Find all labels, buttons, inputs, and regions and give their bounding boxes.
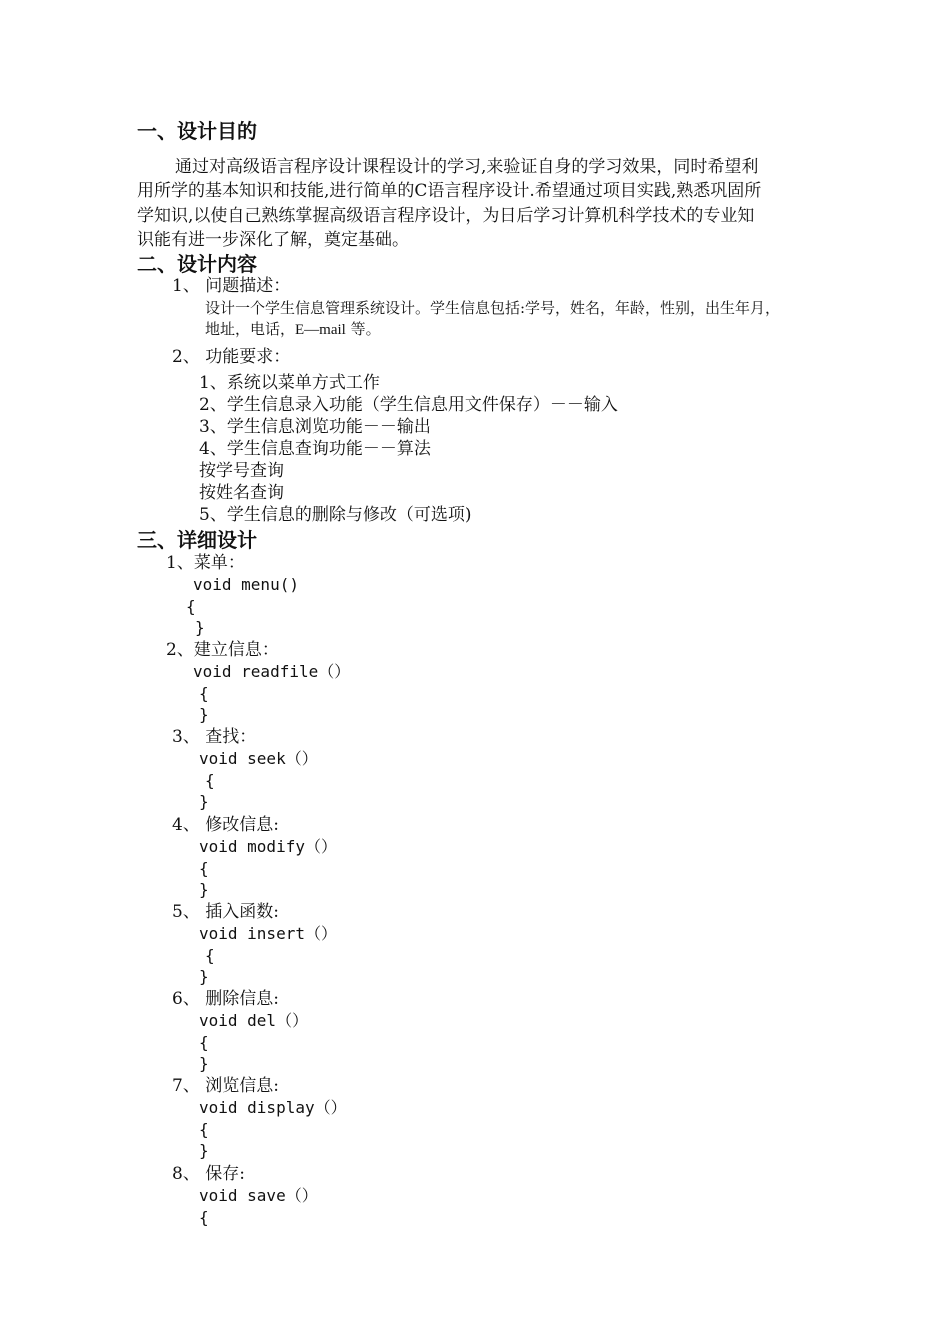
function-open-brace: {: [199, 1033, 209, 1052]
function-close-brace: }: [199, 792, 209, 811]
function-label: 1、菜单：: [166, 553, 245, 573]
requirement-item: 按姓名查询: [199, 483, 284, 503]
function-label: 4、 修改信息:: [172, 815, 279, 835]
section-1-title: 一、设计目的: [137, 119, 257, 143]
requirements-label: 2、 功能要求：: [172, 347, 291, 367]
function-close-brace: }: [199, 1141, 209, 1160]
function-open-brace: {: [205, 946, 215, 965]
requirement-item: 5、学生信息的删除与修改（可选项): [199, 505, 472, 525]
purpose-line-3: 学知识,以使自己熟练掌握高级语言程序设计，为日后学习计算机科学技术的专业知: [137, 206, 755, 226]
problem-text-line-2: 地址，电话，E—mail 等。: [205, 320, 381, 338]
purpose-line-4: 识能有进一步深化了解，奠定基础。: [137, 230, 409, 250]
section-2-title: 二、设计内容: [137, 252, 257, 276]
function-open-brace: {: [199, 859, 209, 878]
requirement-item: 1、系统以菜单方式工作: [199, 373, 380, 393]
function-label: 7、 浏览信息:: [172, 1076, 279, 1096]
function-open-brace: {: [186, 597, 196, 616]
function-signature: void seek（）: [199, 749, 318, 768]
function-close-brace: }: [199, 967, 209, 986]
function-signature: void display（）: [199, 1098, 347, 1117]
function-signature: void del（）: [199, 1011, 309, 1030]
function-label: 6、 删除信息:: [172, 989, 279, 1009]
problem-label: 1、 问题描述：: [172, 276, 291, 296]
purpose-line-1: 通过对高级语言程序设计课程设计的学习,来验证自身的学习效果，同时希望利: [175, 157, 759, 177]
requirement-item: 3、学生信息浏览功能－－输出: [199, 417, 431, 437]
function-signature: void readfile（）: [193, 662, 351, 681]
function-close-brace: }: [199, 705, 209, 724]
section-3-title: 三、详细设计: [137, 528, 257, 552]
function-signature: void menu(): [193, 575, 299, 594]
function-close-brace: }: [199, 1054, 209, 1073]
function-signature: void save（）: [199, 1186, 318, 1205]
function-label: 2、建立信息：: [166, 640, 279, 660]
function-label: 3、 查找：: [172, 727, 257, 747]
function-open-brace: {: [199, 1120, 209, 1139]
function-signature: void insert（）: [199, 924, 337, 943]
problem-text-line-1: 设计一个学生信息管理系统设计。学生信息包括:学号，姓名，年龄，性别，出生年月，: [205, 299, 781, 317]
requirement-item: 2、学生信息录入功能（学生信息用文件保存）－－输入: [199, 395, 618, 415]
function-signature: void modify（）: [199, 837, 337, 856]
function-open-brace: {: [205, 771, 215, 790]
function-open-brace: {: [199, 684, 209, 703]
requirement-item: 4、学生信息查询功能－－算法: [199, 439, 431, 459]
function-open-brace: {: [199, 1208, 209, 1227]
purpose-line-2: 用所学的基本知识和技能,进行简单的C语言程序设计.希望通过项目实践,熟悉巩固所: [137, 181, 762, 201]
function-label: 8、 保存:: [172, 1164, 245, 1184]
requirement-item: 按学号查询: [199, 461, 284, 481]
function-close-brace: }: [199, 880, 209, 899]
function-label: 5、 插入函数:: [172, 902, 279, 922]
email-term: E—mail: [295, 322, 346, 338]
function-close-brace: }: [195, 618, 205, 637]
